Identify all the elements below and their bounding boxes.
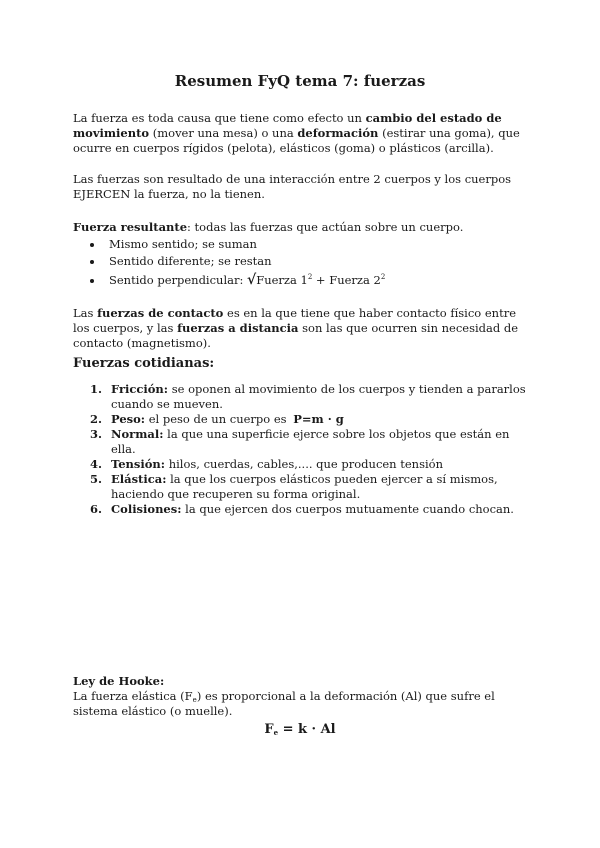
- item-label: Colisiones:: [111, 502, 182, 516]
- list-item: Sentido diferente; se restan: [73, 254, 533, 269]
- intro-bold-2: deformación: [297, 126, 379, 140]
- contacto-text-1: Las: [73, 306, 98, 320]
- formula-rest: = k · Al: [278, 722, 336, 737]
- interaction-paragraph: [73, 172, 533, 202]
- sqrt-symbol: √: [247, 272, 257, 288]
- peso-formula: P=m · g: [293, 412, 344, 426]
- intro-text-3: (estirar una goma), que ocurre en cuerpos rígidos (pelota), elásticos (goma) o plásticos (arcilla).: [73, 126, 520, 155]
- intro-text-2: (mover una mesa) o una: [149, 126, 298, 140]
- item-text: hilos, cuerdas, cables,.... que producen tensión: [165, 457, 443, 471]
- list-item: [73, 472, 533, 502]
- item-label: Tensión:: [111, 457, 166, 471]
- perp-exponent-2: 2: [380, 273, 386, 281]
- cotidianas-list-wrap: [73, 382, 533, 517]
- item-label: Normal:: [111, 427, 164, 441]
- item-number: 1.: [90, 382, 103, 396]
- intro-bold-1: cambio del estado de movimiento: [73, 111, 502, 140]
- hooke-formula: [0, 722, 600, 737]
- item-text: la que los cuerpos elásticos pueden ejercer a sí mismos, haciendo que recuperen su forma original.: [111, 472, 498, 501]
- perp-term-1: Fuerza 1: [256, 273, 308, 287]
- list-item-perpendicular: [73, 273, 533, 288]
- intro-text-1: La fuerza es toda causa que tiene como efecto un: [73, 111, 366, 125]
- item-label: Fricción:: [111, 382, 169, 396]
- page-title: Resumen FyQ tema 7: fuerzas: [174, 72, 426, 90]
- hooke-section: [73, 674, 533, 719]
- list-item: [73, 382, 533, 412]
- item-text: el peso de un cuerpo es: [145, 412, 291, 426]
- hooke-text: [73, 689, 533, 719]
- contacto-paragraph: [73, 306, 533, 351]
- intro-paragraph: [73, 111, 533, 156]
- item-text: la que ejercen dos cuerpos mutuamente cuando chocan.: [181, 502, 514, 516]
- item-number: 3.: [90, 427, 103, 441]
- resultante-text: : todas las fuerzas que actúan sobre un cuerpo.: [187, 220, 464, 234]
- interaction-text: Las fuerzas son resultado de una interacción entre 2 cuerpos y los cuerpos EJERCEN la fuerza, no la tienen.: [73, 172, 512, 201]
- list-item: Mismo sentido; se suman: [73, 237, 533, 252]
- perp-exponent-1: 2: [307, 273, 313, 281]
- perp-label: Sentido perpendicular:: [109, 273, 248, 287]
- list-item: [73, 502, 533, 517]
- cotidianas-list: [73, 382, 533, 517]
- list-item: [73, 457, 533, 472]
- cotidianas-heading: Fuerzas cotidianas:: [73, 356, 215, 371]
- perp-term-2: + Fuerza 2: [312, 273, 381, 287]
- hooke-heading: Ley de Hooke:: [73, 674, 165, 688]
- item-text: la que una superficie ejerce sobre los objetos que están en ella.: [111, 427, 510, 456]
- hooke-text-1: La fuerza elástica (F: [73, 689, 193, 703]
- resultante-section: [73, 220, 533, 290]
- item-number: 2.: [90, 412, 103, 426]
- contacto-bold-1: fuerzas de contacto: [97, 306, 224, 320]
- contacto-bold-2: fuerzas a distancia: [177, 321, 299, 335]
- item-number: 5.: [90, 472, 103, 486]
- hooke-subscript: e: [192, 696, 197, 704]
- item-number: 6.: [90, 502, 103, 516]
- hooke-text-2: ) es proporcional a la deformación (Al) que sufre el sistema elástico (o muelle).: [73, 689, 495, 718]
- list-item: [73, 427, 533, 457]
- formula-f: F: [264, 722, 274, 737]
- item-text: se oponen al movimiento de los cuerpos y tienden a pararlos cuando se mueven.: [111, 382, 526, 411]
- contacto-text-2: es en la que tiene que haber contacto físico entre los cuerpos, y las: [73, 306, 517, 335]
- item-label: Peso:: [111, 412, 146, 426]
- resultante-label: Fuerza resultante: [73, 220, 188, 234]
- item-number: 4.: [90, 457, 103, 471]
- resultante-list: [73, 237, 533, 288]
- item-label: Elástica:: [111, 472, 167, 486]
- contacto-text-3: son las que ocurren sin necesidad de contacto (magnetismo).: [73, 321, 519, 350]
- cotidianas-section: [73, 356, 533, 371]
- list-item: [73, 412, 533, 427]
- formula-subscript: e: [273, 728, 279, 737]
